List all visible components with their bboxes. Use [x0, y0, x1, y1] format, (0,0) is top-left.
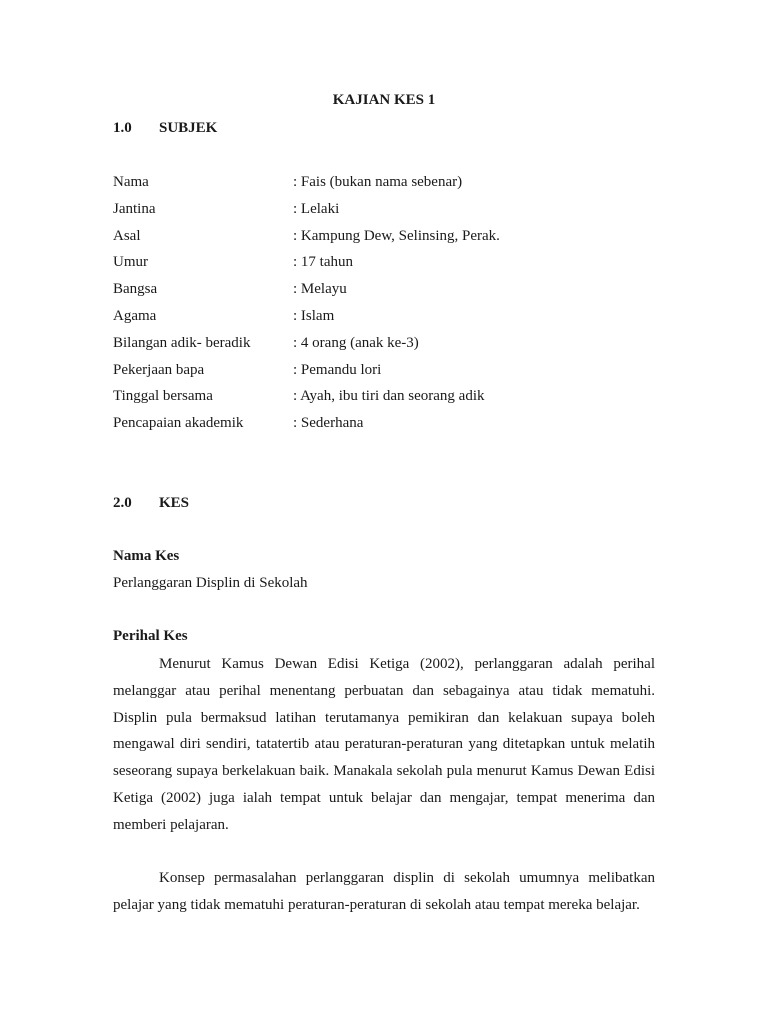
info-value: : Pemandu lori	[293, 360, 381, 387]
subject-info-table	[113, 172, 500, 440]
info-row	[113, 252, 500, 279]
info-value: : 4 orang (anak ke-3)	[293, 333, 419, 360]
perihal-kes-paragraph-2: Konsep permasalahan perlanggaran displin di sekolah umumnya melibatkan pelajar yang tidak mematuhi peraturan-peraturan di sekolah atau tempat mereka belajar.	[113, 870, 655, 913]
info-label: Asal	[113, 227, 141, 244]
info-label: Pencapaian akademik	[113, 415, 244, 432]
info-row	[113, 226, 500, 253]
info-label: Agama	[113, 307, 157, 324]
info-value: : Islam	[293, 306, 334, 333]
info-value: : Melayu	[293, 279, 347, 306]
info-row	[113, 306, 500, 333]
nama-kes-text: Perlanggaran Displin di Sekolah	[113, 575, 308, 591]
perihal-kes-heading: Perihal Kes	[113, 628, 188, 644]
section-title: SUBJEK	[159, 120, 218, 136]
info-row	[113, 386, 500, 413]
info-label: Tinggal bersama	[113, 388, 213, 405]
info-row	[113, 199, 500, 226]
info-value: : Fais (bukan nama sebenar)	[293, 172, 462, 199]
info-label: Jantina	[113, 200, 156, 217]
info-label: Nama	[113, 174, 149, 190]
info-value: : Lelaki	[293, 199, 339, 226]
info-row	[113, 413, 500, 440]
section-number: 1.0	[113, 120, 132, 136]
section-heading-subjek	[113, 120, 217, 137]
nama-kes-heading: Nama Kes	[113, 548, 180, 564]
info-value: : 17 tahun	[293, 252, 353, 279]
info-label: Bilangan adik- beradik	[113, 334, 251, 351]
section-title: KES	[159, 495, 190, 511]
document-title: KAJIAN KES 1	[332, 92, 436, 108]
info-value: : Sederhana	[293, 413, 363, 440]
perihal-kes-paragraph-1: Menurut Kamus Dewan Edisi Ketiga (2002), perlanggaran adalah perihal melanggar atau perihal menentang perbuatan dan sebagainya atau tidak mematuhi. Displin pula bermaksud latihan terutamanya pemikiran dan kelakuan supaya boleh mengawal diri sendiri, tatatertib atau peraturan-peraturan yang ditetapkan untuk melatih seseorang supaya berkelakuan baik. Manakala sekolah pula menurut Kamus Dewan Edisi Ketiga (2002) juga ialah tempat untuk belajar dan mengajar, tempat menerima dan memberi pelajaran.	[113, 656, 655, 833]
info-label: Umur	[113, 254, 148, 271]
info-row	[113, 333, 500, 360]
info-value: : Kampung Dew, Selinsing, Perak.	[293, 226, 500, 253]
info-label: Bangsa	[113, 281, 158, 298]
section-heading-kes	[113, 495, 189, 512]
section-number: 2.0	[113, 495, 132, 511]
info-row	[113, 279, 500, 306]
info-label: Pekerjaan bapa	[113, 361, 205, 378]
info-row	[113, 172, 500, 199]
info-value: : Ayah, ibu tiri dan seorang adik	[293, 386, 485, 413]
info-row	[113, 360, 500, 387]
